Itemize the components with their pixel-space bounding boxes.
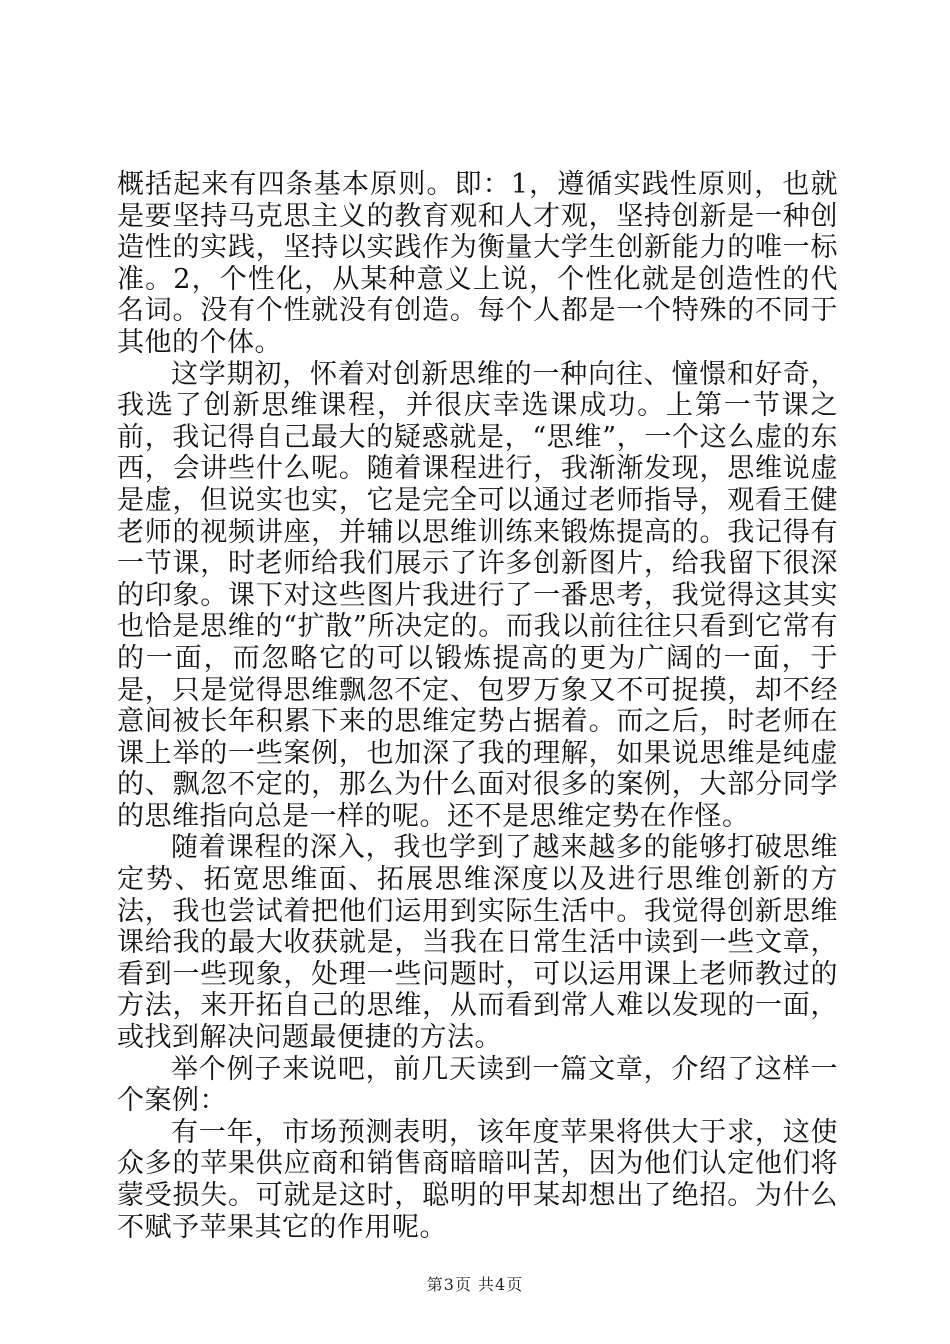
paragraph-methods-learned: 随着课程的深入，我也学到了越来越多的能够打破思维定势、拓宽思维面、拓展思维深度以及进行思维创新的方法，我也尝试着把他们运用到实际生活中。我觉得创新思维课给我的最大收获就是，当我在日常生活中读到一些文章，看到一些现象，处理一些问题时，可以运用课上老师教过的方法，来开拓自己的思维，从而看到常人难以发现的一面，或找到解决问题最便捷的方法。 — [117, 832, 838, 1054]
paragraph-course-reflection: 这学期初，怀着对创新思维的一种向往、憧憬和好奇，我选了创新思维课程，并很庆幸选课成功。上第一节课之前，我记得自己最大的疑惑就是，“思维”，一个这么虚的东西，会讲些什么呢。随着课程进行，我渐渐发现，思维说虚是虚，但说实也实，它是完全可以通过老师指导，观看王健老师的视频讲座，并辅以思维训练来锻炼提高的。我记得有一节课，时老师给我们展示了许多创新图片，给我留下很深的印象。课下对这些图片我进行了一番思考，我觉得这其实也恰是思维的“扩散”所决定的。而我以前往往只看到它常有的一面，而忽略它的可以锻炼提高的更为广阔的一面，于是，只是觉得思维飘忽不定、包罗万象又不可捉摸，却不经意间被长年积累下来的思维定势占据着。而之后，时老师在课上举的一些案例，也加深了我的理解，如果说思维是纯虚的、飘忽不定的，那么为什么面对很多的案例，大部分同学的思维指向总是一样的呢。还不是思维定势在作怪。 — [117, 358, 838, 832]
paragraph-principles: 概括起来有四条基本原则。即：1，遵循实践性原则，也就是要坚持马克思主义的教育观和人才观，坚持创新是一种创造性的实践，坚持以实践作为衡量大学生创新能力的唯一标准。2，个性化，从某种意义上说，个性化就是创造性的代名词。没有个性就没有创造。每个人都是一个特殊的不同于其他的个体。 — [117, 169, 838, 358]
document-body — [117, 169, 838, 1243]
paragraph-apple-case: 有一年，市场预测表明，该年度苹果将供大于求，这使众多的苹果供应商和销售商暗暗叫苦，因为他们认定他们将蒙受损失。可就是这时，聪明的甲某却想出了绝招。为什么不赋予苹果其它的作用呢。 — [117, 1116, 838, 1243]
page-number-footer: 第3页 共4页 — [426, 1275, 524, 1294]
paragraph-example-intro: 举个例子来说吧，前几天读到一篇文章，介绍了这样一个案例： — [117, 1053, 838, 1117]
